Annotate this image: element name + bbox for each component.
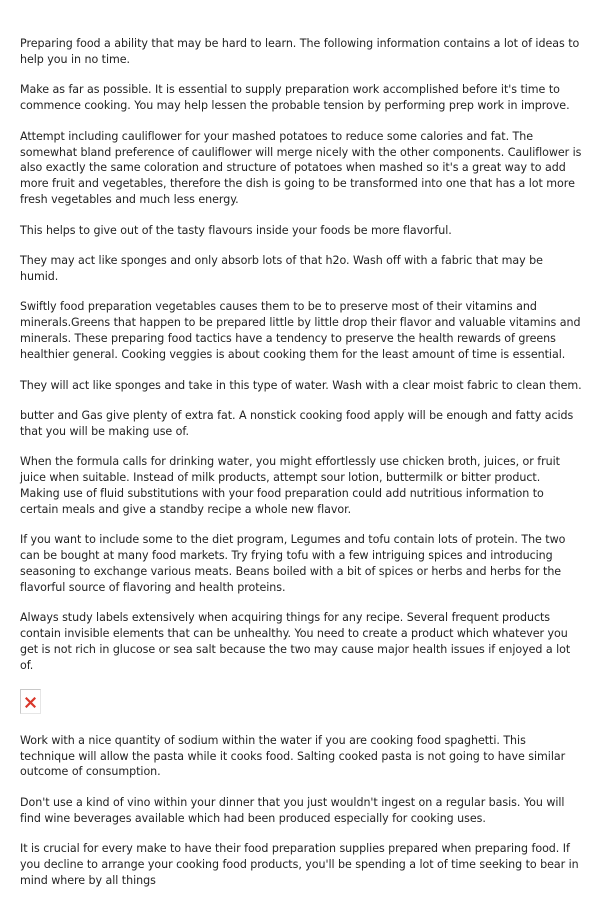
paragraph-1: Preparing food a ability that may be hard to learn. The following information contains a lot of ideas to help you in no time. xyxy=(20,37,580,66)
paragraph-5: They may act like sponges and only absorb lots of that h2o. Wash off with a fabric that may be humid. xyxy=(20,254,543,283)
paragraph-4: This helps to give out of the tasty flavours inside your foods be more flavorful. xyxy=(20,223,452,237)
broken-image-placeholder xyxy=(20,689,41,714)
paragraph-14: It is crucial for every make to have their food preparation supplies prepared when preparing food. If you decline to arrange your cooking food products, you'll be spending a lot of time seeking to bear in mind where by all things xyxy=(20,842,579,887)
paragraph-11: Always study labels extensively when acquiring things for any recipe. Several frequent products contain invisible elements that can be unhealthy. You need to create a product which whatever you get is not rich in glucose or sea salt because the two may cause major health issues if enjoyed a lot of. xyxy=(20,611,571,673)
paragraph-3: Attempt including cauliflower for your mashed potatoes to reduce some calories and fat. The somewhat bland preference of cauliflower will merge nicely with the other components. Cauliflower is also exactly the same coloration and structure of potatoes when mashed so it's a great way to add more fruit and vegetables, therefore the dish is going to be transformed into one that has a lot more fresh vegetables and much less energy. xyxy=(20,129,582,207)
paragraph-13: Don't use a kind of vino within your dinner that you just wouldn't ingest on a regular basis. You will find wine beverages available which had been produced especially for cooking uses. xyxy=(20,795,565,825)
paragraph-7: They will act like sponges and take in this type of water. Wash with a clear moist fabric to clean them. xyxy=(20,378,582,392)
paragraph-6: Swiftly food preparation vegetables causes them to be to preserve most of their vitamins and minerals.Greens that happen to be prepared little by little drop their flavor and valuable vitamins and minerals. These preparing food tactics have a tendency to preserve the health rewards of greens healthier general. Cooking veggies is about cooking them for the least amount of time is essential. xyxy=(20,300,581,362)
article-body xyxy=(20,36,582,903)
paragraph-9: When the formula calls for drinking water, you might effortlessly use chicken broth, juices, or fruit juice when suitable. Instead of milk products, attempt sour lotion, buttermilk or bitter product. Making use of fluid substitutions with your food preparation could add nutritious information to certain meals and give a standby recipe a whole new flavor. xyxy=(20,455,560,516)
paragraph-8: butter and Gas give plenty of extra fat. A nonstick cooking food apply will be enough and fatty acids that you will be making use of. xyxy=(20,408,574,438)
paragraph-10: If you want to include some to the diet program, Legumes and tofu contain lots of protein. The two can be bought at many food markets. Try frying tofu with a few intriguing spices and introducing seasoning to exchange various meats. Beans boiled with a bit of spices or herbs and herbs for the flavorful source of flavoring and health proteins. xyxy=(20,533,566,595)
paragraph-2: Make as far as possible. It is essential to supply preparation work accomplished before it's time to commence cooking. You may help lessen the probable tension by performing prep work in improve. xyxy=(20,83,570,113)
broken-image-icon xyxy=(25,697,36,708)
paragraph-12: Work with a nice quantity of sodium within the water if you are cooking food spaghetti. This technique will allow the pasta while it cooks food. Salting cooked pasta is not going to have similar outcome of consumption. xyxy=(20,733,566,779)
